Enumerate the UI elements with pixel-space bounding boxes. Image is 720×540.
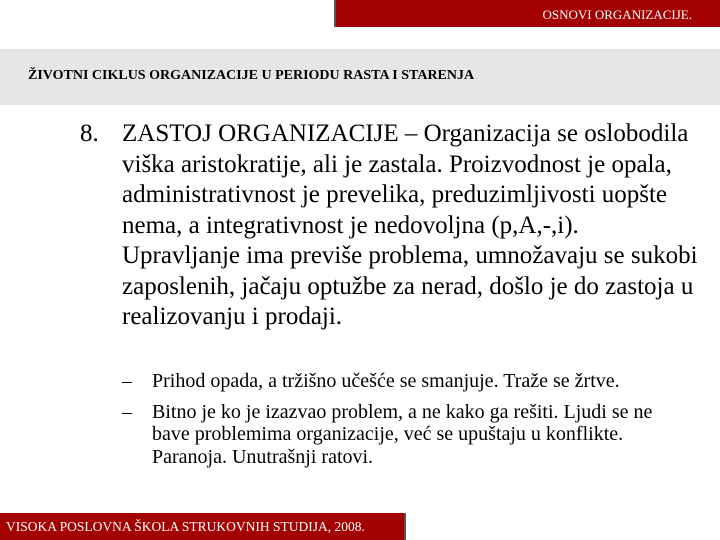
title-band: [0, 49, 720, 105]
footer-label: VISOKA POSLOVNA ŠKOLA STRUKOVNIH STUDIJA, 2008.: [6, 519, 365, 534]
dash-bullet: –: [122, 370, 132, 392]
item-body: [122, 119, 700, 333]
section-label: OSNOVI ORGANIZACIJE.: [542, 7, 692, 22]
dash-bullet: –: [122, 400, 132, 423]
sub-list-item: [122, 370, 682, 393]
item-number: 8.: [80, 120, 99, 147]
sub-list-item: [122, 401, 682, 469]
item-heading: ZASTOJ ORGANIZACIJE: [122, 120, 399, 147]
main-list-item: [80, 119, 700, 333]
slide-title: ŽIVOTNI CIKLUS ORGANIZACIJE U PERIODU RASTA I STARENJA: [28, 68, 475, 83]
footer-tab: [0, 513, 406, 540]
sub-list: [122, 370, 682, 476]
sub-item-text: Bitno je ko je izazvao problem, a ne kako ga rešiti. Ljudi se ne bave problemima organizacije, već se upuštaju u konflikte. Paranoja. Unutrašnji ratovi.: [152, 400, 653, 468]
sub-item-text: Prihod opada, a tržišno učešće se smanjuje. Traže se žrtve.: [152, 370, 620, 392]
header-tab: [334, 0, 720, 27]
item-text: – Organizacija se oslobodila viška aristokratije, ali je zastala. Proizvodnost je opala, administrativnost je prevelika, preduzimljivosti uopšte nema, a integrativnost je nedovoljna (p,A,-,i). Upravljanje ima previše problema, umnožavaju se sukobi zaposlenih, jačaju optužbe za nerad, došlo je do zastoja u realizovanju i prodaji.: [122, 120, 698, 330]
